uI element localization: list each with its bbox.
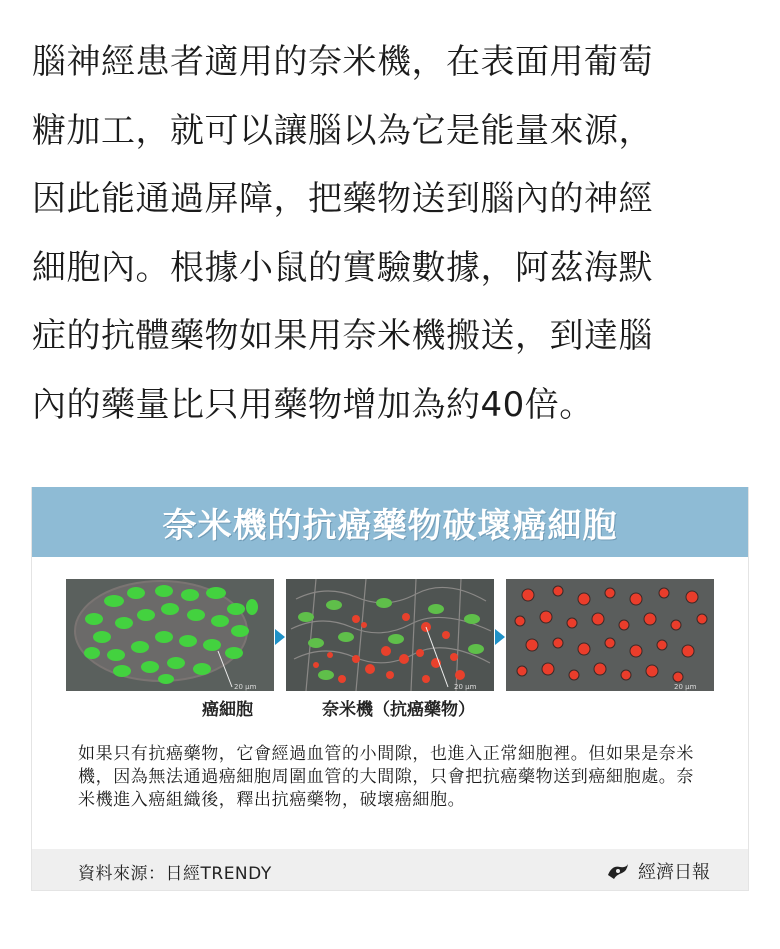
article-paragraph: 腦神經患者適用的奈米機，在表面用葡萄 糖加工，就可以讓腦以為它是能量來源， 因此能通過屏障，把藥物送到腦內的神經 細胞內。根據小鼠的實驗數據，阿茲海默 症的抗體藥物如果用奈米機搬送，到達腦 內的藥量比只用藥物增加為約40倍。 (32, 42, 653, 425)
scale-bar-label-3: 20 μm (674, 683, 697, 691)
arrow-right-icon (275, 629, 285, 645)
figure-header (32, 487, 748, 557)
udn-logo-icon (606, 861, 630, 881)
caption-cancer-cell: 癌細胞 (202, 700, 253, 720)
scale-bar-label-1: 20 μm (234, 683, 257, 691)
figure-description: 如果只有抗癌藥物，它會經過血管的小間隙，也進入正常細胞裡。但如果是奈米機，因為無法通過癌細胞周圍血管的大間隙，只會把抗癌藥物送到癌細胞處。奈米機進入癌組織後，釋出抗癌藥物，破壞癌細胞。 (78, 744, 694, 810)
figure-title: 奈米機的抗癌藥物破壞癌細胞 (162, 505, 618, 546)
caption-nanomachine: 奈米機（抗癌藥物） (322, 700, 475, 720)
arrow-right-icon (495, 629, 505, 645)
brand-name: 經濟日報 (638, 862, 710, 883)
micrograph-nanomachine-cells (286, 579, 494, 691)
source-credit: 資料來源：日經TRENDY (78, 864, 272, 884)
figure-footer (32, 849, 748, 890)
scale-bar-label-2: 20 μm (454, 683, 477, 691)
micrograph-destroyed-cells (506, 579, 714, 691)
brand-logo (606, 858, 710, 884)
micrograph-cancer-cells (66, 579, 274, 691)
infographic-figure (31, 487, 749, 891)
